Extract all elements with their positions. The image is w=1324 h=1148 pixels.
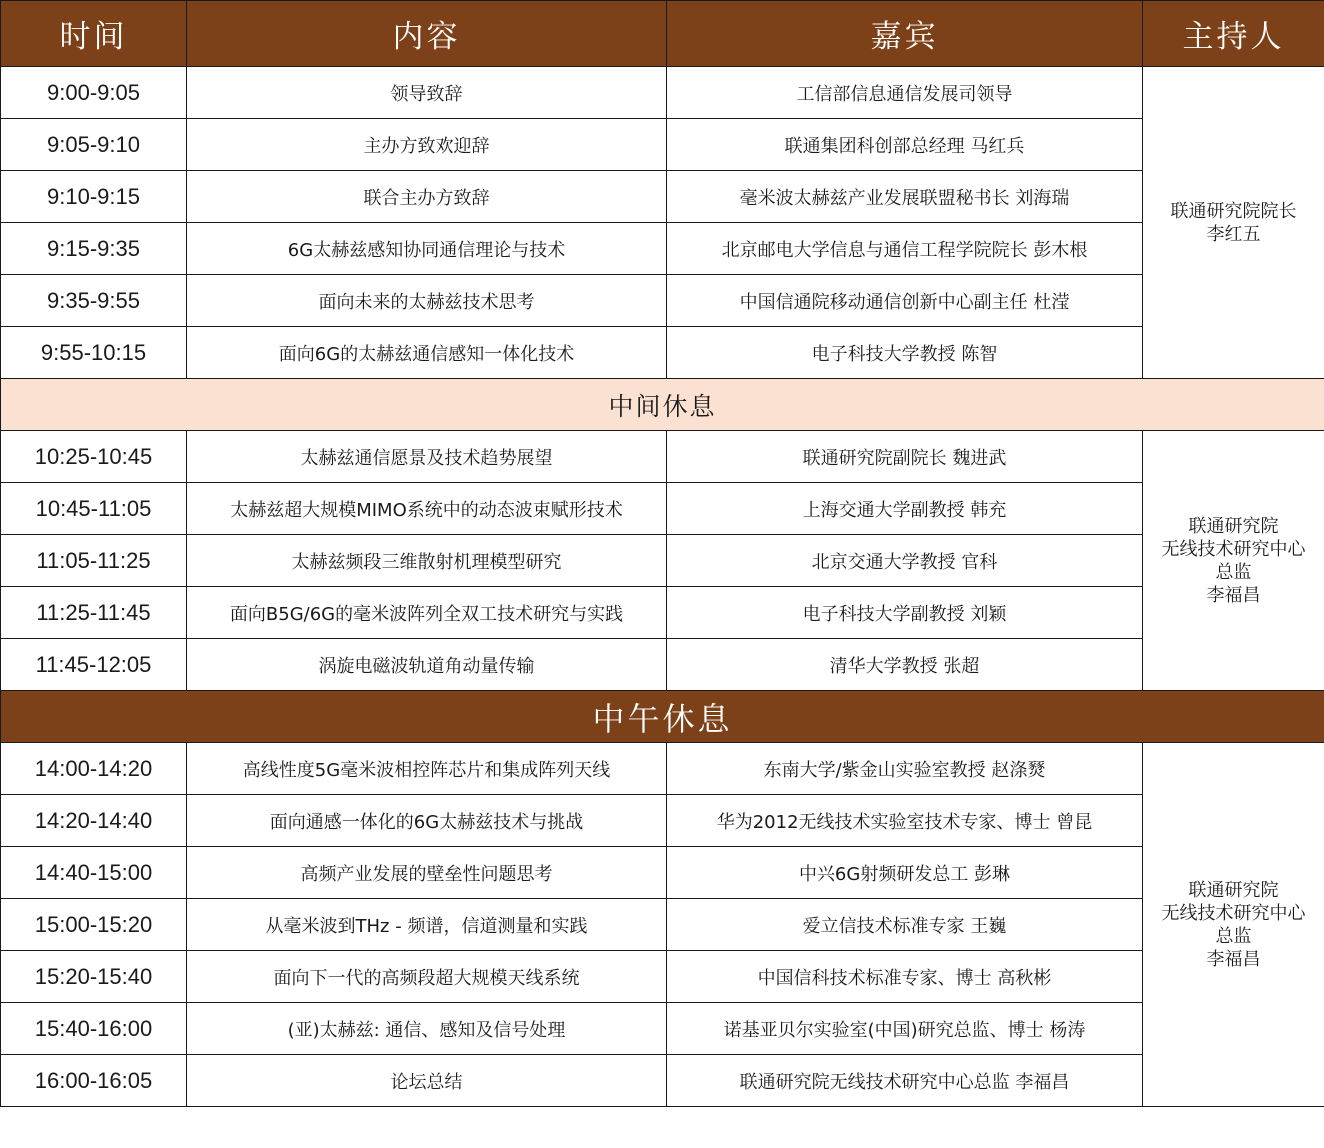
table-row xyxy=(1,1055,1324,1107)
host-cell xyxy=(1143,431,1324,691)
content-cell: 从毫米波到THz - 频谱，信道测量和实践 xyxy=(187,899,667,951)
time-cell: 9:35-9:55 xyxy=(1,275,187,327)
host-line: 李福昌 xyxy=(1206,584,1261,606)
host-cell xyxy=(1143,743,1324,1107)
time-cell: 15:40-16:00 xyxy=(1,1003,187,1055)
guest-cell: 电子科技大学教授 陈智 xyxy=(667,327,1143,379)
table-row xyxy=(1,119,1324,171)
break-label: 中间休息 xyxy=(1,379,1324,431)
host-line: 总监 xyxy=(1215,925,1252,947)
table-row xyxy=(1,171,1324,223)
table-row xyxy=(1,847,1324,899)
guest-cell: 清华大学教授 张超 xyxy=(667,639,1143,691)
host-line: 李红五 xyxy=(1206,223,1261,245)
time-cell: 14:20-14:40 xyxy=(1,795,187,847)
content-cell: 涡旋电磁波轨道角动量传输 xyxy=(187,639,667,691)
host-line: 联通研究院 xyxy=(1188,879,1279,901)
time-cell: 11:25-11:45 xyxy=(1,587,187,639)
content-cell: 太赫兹超大规模MIMO系统中的动态波束赋形技术 xyxy=(187,483,667,535)
time-cell: 11:05-11:25 xyxy=(1,535,187,587)
guest-cell: 联通集团科创部总经理 马红兵 xyxy=(667,119,1143,171)
content-cell: 面向未来的太赫兹技术思考 xyxy=(187,275,667,327)
content-cell: 面向6G的太赫兹通信感知一体化技术 xyxy=(187,327,667,379)
host-line: 总监 xyxy=(1215,561,1252,583)
host-cell xyxy=(1143,67,1324,379)
table-row xyxy=(1,431,1324,483)
host-line: 无线技术研究中心 xyxy=(1161,902,1306,924)
content-cell: 联合主办方致辞 xyxy=(187,171,667,223)
table-row xyxy=(1,587,1324,639)
content-cell: 面向B5G/6G的毫米波阵列全双工技术研究与实践 xyxy=(187,587,667,639)
guest-cell: 北京交通大学教授 官科 xyxy=(667,535,1143,587)
table-row xyxy=(1,899,1324,951)
break-label: 中午休息 xyxy=(1,691,1324,743)
guest-cell: 中兴6G射频研发总工 彭琳 xyxy=(667,847,1143,899)
time-cell: 10:45-11:05 xyxy=(1,483,187,535)
table-row xyxy=(1,1003,1324,1055)
time-cell: 9:10-9:15 xyxy=(1,171,187,223)
guest-cell: 上海交通大学副教授 韩充 xyxy=(667,483,1143,535)
content-cell: 主办方致欢迎辞 xyxy=(187,119,667,171)
guest-cell: 电子科技大学副教授 刘颖 xyxy=(667,587,1143,639)
content-cell: 面向通感一体化的6G太赫兹技术与挑战 xyxy=(187,795,667,847)
guest-cell: 联通研究院副院长 魏进武 xyxy=(667,431,1143,483)
table-row xyxy=(1,639,1324,691)
guest-cell: 中国信科技术标准专家、博士 高秋彬 xyxy=(667,951,1143,1003)
table-body xyxy=(1,67,1324,1107)
guest-cell: 东南大学/紫金山实验室教授 赵涤燹 xyxy=(667,743,1143,795)
table-row xyxy=(1,223,1324,275)
guest-cell: 诺基亚贝尔实验室(中国)研究总监、博士 杨涛 xyxy=(667,1003,1143,1055)
header-content: 内容 xyxy=(187,1,667,67)
header-guest: 嘉宾 xyxy=(667,1,1143,67)
guest-cell: 北京邮电大学信息与通信工程学院院长 彭木根 xyxy=(667,223,1143,275)
time-cell: 9:00-9:05 xyxy=(1,67,187,119)
guest-cell: 联通研究院无线技术研究中心总监 李福昌 xyxy=(667,1055,1143,1107)
header-host: 主持人 xyxy=(1143,1,1324,67)
host-line: 联通研究院院长 xyxy=(1170,200,1297,222)
table-header xyxy=(1,1,1324,67)
content-cell: (亚)太赫兹: 通信、感知及信号处理 xyxy=(187,1003,667,1055)
content-cell: 高线性度5G毫米波相控阵芯片和集成阵列天线 xyxy=(187,743,667,795)
time-cell: 9:55-10:15 xyxy=(1,327,187,379)
table-row xyxy=(1,67,1324,119)
header-time: 时间 xyxy=(1,1,187,67)
time-cell: 14:00-14:20 xyxy=(1,743,187,795)
time-cell: 15:00-15:20 xyxy=(1,899,187,951)
time-cell: 9:15-9:35 xyxy=(1,223,187,275)
content-cell: 太赫兹通信愿景及技术趋势展望 xyxy=(187,431,667,483)
table-row xyxy=(1,951,1324,1003)
time-cell: 14:40-15:00 xyxy=(1,847,187,899)
host-line: 李福昌 xyxy=(1206,948,1261,970)
break-row-lunch xyxy=(1,691,1324,743)
host-line: 联通研究院 xyxy=(1188,515,1279,537)
content-cell: 领导致辞 xyxy=(187,67,667,119)
content-cell: 面向下一代的高频段超大规模天线系统 xyxy=(187,951,667,1003)
content-cell: 高频产业发展的壁垒性问题思考 xyxy=(187,847,667,899)
guest-cell: 爱立信技术标准专家 王巍 xyxy=(667,899,1143,951)
time-cell: 15:20-15:40 xyxy=(1,951,187,1003)
content-cell: 6G太赫兹感知协同通信理论与技术 xyxy=(187,223,667,275)
table-row xyxy=(1,483,1324,535)
time-cell: 11:45-12:05 xyxy=(1,639,187,691)
time-cell: 9:05-9:10 xyxy=(1,119,187,171)
guest-cell: 工信部信息通信发展司领导 xyxy=(667,67,1143,119)
break-row-midday xyxy=(1,379,1324,431)
table-row xyxy=(1,743,1324,795)
host-line: 无线技术研究中心 xyxy=(1161,538,1306,560)
time-cell: 10:25-10:45 xyxy=(1,431,187,483)
guest-cell: 华为2012无线技术实验室技术专家、博士 曾昆 xyxy=(667,795,1143,847)
guest-cell: 中国信通院移动通信创新中心副主任 杜滢 xyxy=(667,275,1143,327)
table-row xyxy=(1,327,1324,379)
content-cell: 太赫兹频段三维散射机理模型研究 xyxy=(187,535,667,587)
time-cell: 16:00-16:05 xyxy=(1,1055,187,1107)
guest-cell: 毫米波太赫兹产业发展联盟秘书长 刘海瑞 xyxy=(667,171,1143,223)
table-row xyxy=(1,535,1324,587)
table-row xyxy=(1,795,1324,847)
table-row xyxy=(1,275,1324,327)
content-cell: 论坛总结 xyxy=(187,1055,667,1107)
